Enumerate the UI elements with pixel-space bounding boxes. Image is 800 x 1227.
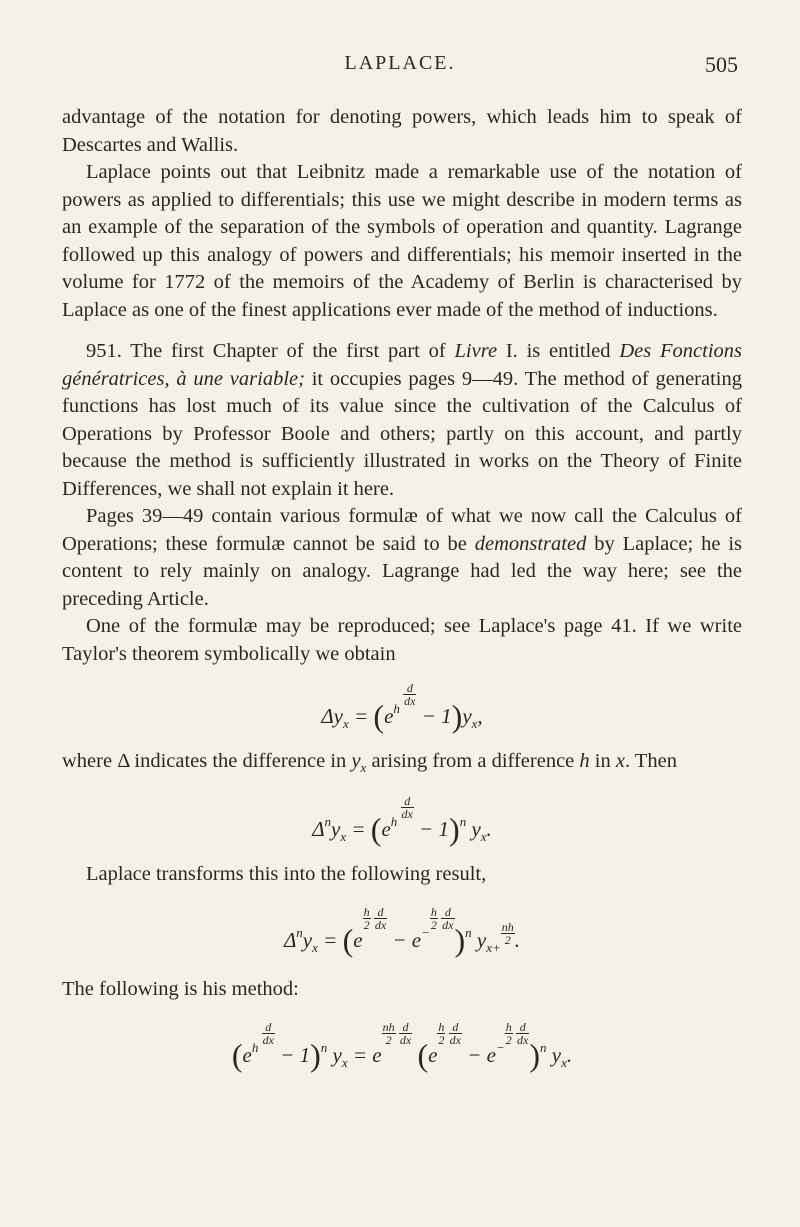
text-run: in [589, 749, 616, 772]
formula-symbol: n [459, 814, 467, 829]
formula-exponent [393, 681, 416, 716]
formula-symbol: e [381, 817, 391, 841]
formula-symbol: e [428, 1043, 438, 1067]
formula-symbol: h [438, 1020, 445, 1034]
formula-symbol: − e [467, 1043, 496, 1067]
page-number: 505 [705, 52, 738, 77]
text-run: Pages 39—49 contain various formulæ of what we now call the Calculus of Operations; these formulæ cannot be said to be [62, 505, 742, 555]
formula-laplace-result [62, 906, 742, 962]
text-run: it occupies pages 9—49. The method of generating functions has lost much of its value since the cultivation of the Calculus of Operations by Professor Boole and others; partly on this account, and partly because the method is sufficiently illustrated in works on the Theory of Finite Differences, we shall not explain it here. [62, 367, 742, 500]
formula-symbol: − [496, 1040, 505, 1055]
formula-symbol: = [354, 704, 369, 728]
formula-symbol: dx [401, 807, 413, 821]
formula-fraction [262, 1021, 275, 1046]
math-var: y [351, 749, 361, 772]
formula-symbol: n [320, 1040, 328, 1055]
paragraph-pages [62, 503, 742, 613]
formula-taylor [62, 682, 742, 738]
paragraph-transforms: Laplace transforms this into the following result, [86, 862, 487, 885]
formula-symbol: y [332, 1043, 342, 1067]
formula-symbol: dx [442, 918, 454, 932]
formula-symbol: n [324, 814, 332, 829]
formula-symbol: dx [399, 1033, 412, 1047]
formula-symbol: . [566, 1043, 573, 1067]
paragraph-where [62, 748, 742, 782]
formula-symbol: 2 [438, 1033, 445, 1047]
formula-exponent [251, 1020, 275, 1055]
formula-paren: ( [373, 698, 385, 734]
paragraph-2: Laplace points out that Leibnitz made a remarkable use of the notation of powers as applied to differentials; this use we might describe in modern terms as an example of the separation of the symbols of operation and quantity. Lagrange followed up this analogy of powers and differentials; his memoir inserted in the volume for 1772 of the memoirs of the Academy of Berlin is characterised by Laplace as one of the finest applications ever made of the method of inductions. [62, 161, 742, 321]
text-run: I. is entitled [497, 340, 620, 362]
text-run: 951. The first Chapter of the first part of [86, 340, 455, 362]
formula-symbol: y [471, 817, 481, 841]
formula-symbol: h [251, 1040, 259, 1055]
formula-fraction [441, 906, 454, 931]
formula-symbol: 2 [430, 918, 437, 932]
formula-symbol: d [449, 1021, 462, 1034]
formula-exponent [496, 1020, 529, 1055]
formula-fraction [437, 1021, 445, 1046]
formula-paren: ( [231, 1037, 243, 1073]
formula-exponent [363, 905, 388, 940]
formula-symbol: d [516, 1021, 529, 1034]
formula-symbol: . [486, 817, 492, 841]
formula-symbol: dx [374, 918, 387, 932]
formula-symbol: e [242, 1043, 252, 1067]
formula-fraction [374, 906, 387, 931]
formula-symbol: d [262, 1021, 275, 1034]
formula-nth-difference [62, 795, 742, 851]
formula-symbol: y [462, 704, 472, 728]
formula-symbol: e [353, 928, 363, 952]
formula-symbol: dx [449, 1033, 461, 1047]
formula-fraction [403, 682, 416, 707]
paragraph-formulae: One of the formulæ may be reproduced; see Laplace's page 41. If we write Taylor's theorem symbolically we obtain [62, 615, 742, 665]
formula-symbol: e [384, 704, 394, 728]
formula-symbol: x [561, 1055, 567, 1070]
body-text [62, 104, 742, 1091]
formula-symbol: 2 [504, 933, 511, 947]
formula-symbol: h [505, 1020, 512, 1034]
math-var: x [360, 759, 367, 775]
formula-paren: ) [529, 1037, 541, 1073]
formula-symbol: n [465, 925, 472, 940]
formula-symbol: h [363, 905, 370, 919]
formula-symbol: x+ [486, 940, 501, 955]
formula-fraction [516, 1021, 529, 1046]
formula-symbol: 2 [363, 918, 370, 932]
formula-symbol: dx [517, 1033, 529, 1047]
formula-fraction [449, 1021, 462, 1046]
formula-symbol: 2 [385, 1033, 392, 1047]
formula-symbol: Δ [283, 928, 297, 952]
formula-symbol: x [340, 829, 347, 844]
formula-symbol: h [390, 814, 398, 829]
formula-symbol: d [441, 906, 454, 919]
formula-symbol: , [477, 704, 483, 728]
formula-symbol: y [551, 1043, 562, 1067]
formula-symbol: h [393, 701, 400, 716]
formula-symbol: h [430, 905, 437, 919]
formula-exponent [437, 1020, 462, 1055]
formula-symbol: = e [352, 1043, 382, 1067]
formula-symbol: . [514, 928, 521, 952]
math-var: h [579, 749, 590, 772]
formula-symbol: x [342, 716, 349, 731]
formula-fraction [401, 795, 414, 820]
formula-paren: ( [370, 811, 382, 847]
formula-symbol: = [323, 928, 338, 952]
formula-symbol: − 1 [421, 704, 452, 728]
formula-symbol: Δy [321, 704, 343, 728]
emphasis: demonstrated [474, 532, 587, 555]
formula-symbol: dx [262, 1033, 274, 1047]
formula-symbol: y [476, 928, 487, 952]
formula-fraction [399, 1021, 412, 1046]
formula-symbol: y [302, 928, 313, 952]
formula-paren: ) [451, 698, 463, 734]
formula-symbol: − [421, 925, 430, 940]
paragraph-951 [62, 338, 742, 503]
formula-method [62, 1021, 742, 1077]
formula-exponent [382, 1020, 413, 1055]
formula-exponent [421, 905, 454, 940]
formula-paren: ) [454, 922, 466, 958]
formula-symbol: x [312, 940, 318, 955]
formula-symbol: n [540, 1040, 547, 1055]
formula-paren: ) [449, 811, 460, 847]
formula-symbol: x [480, 829, 487, 844]
formula-symbol: x [341, 1055, 348, 1070]
page-header [62, 52, 738, 82]
formula-symbol: nh [382, 1020, 395, 1034]
formula-fraction [501, 921, 515, 946]
formula-symbol: − 1 [419, 817, 450, 841]
text-run: by Laplace; he is content to rely mainly on analogy. Lagrange had led the way here; see the preceding Article. [62, 532, 742, 610]
formula-fraction [430, 906, 438, 931]
formula-symbol: − e [392, 928, 422, 952]
book-title: Livre [454, 340, 498, 362]
formula-symbol: 2 [505, 1033, 512, 1047]
formula-symbol: n [296, 925, 303, 940]
formula-symbol: y [331, 817, 341, 841]
paragraph-1: advantage of the notation for denoting powers, which leads him to speak of Descartes and Wallis. [62, 106, 742, 156]
formula-exponent [390, 794, 414, 829]
formula-fraction [363, 906, 371, 931]
formula-symbol: − 1 [280, 1043, 311, 1067]
formula-symbol: x [471, 716, 478, 731]
formula-symbol: = [351, 817, 366, 841]
formula-paren: ( [417, 1037, 429, 1073]
formula-fraction [382, 1021, 396, 1046]
running-title: LAPLACE. [344, 52, 456, 74]
text-run: . Then [624, 749, 677, 772]
chapter-title: Des Fonctions génératrices, à une variable; [62, 340, 742, 390]
formula-symbol: d [403, 682, 416, 695]
formula-fraction [505, 1021, 513, 1046]
formula-symbol: dx [404, 694, 416, 708]
formula-symbol: d [399, 1021, 412, 1034]
formula-subscript [486, 920, 515, 955]
formula-symbol: Δ [312, 817, 325, 841]
formula-symbol: d [374, 906, 387, 919]
formula-paren: ) [310, 1037, 321, 1073]
formula-symbol: nh [501, 920, 514, 934]
text-run: arising from a difference [366, 749, 580, 772]
math-var: x [615, 749, 625, 772]
formula-paren: ( [342, 922, 354, 958]
text-run: where Δ indicates the difference in [62, 749, 352, 772]
formula-symbol: d [401, 795, 414, 808]
paragraph-method: The following is his method: [62, 977, 299, 1000]
